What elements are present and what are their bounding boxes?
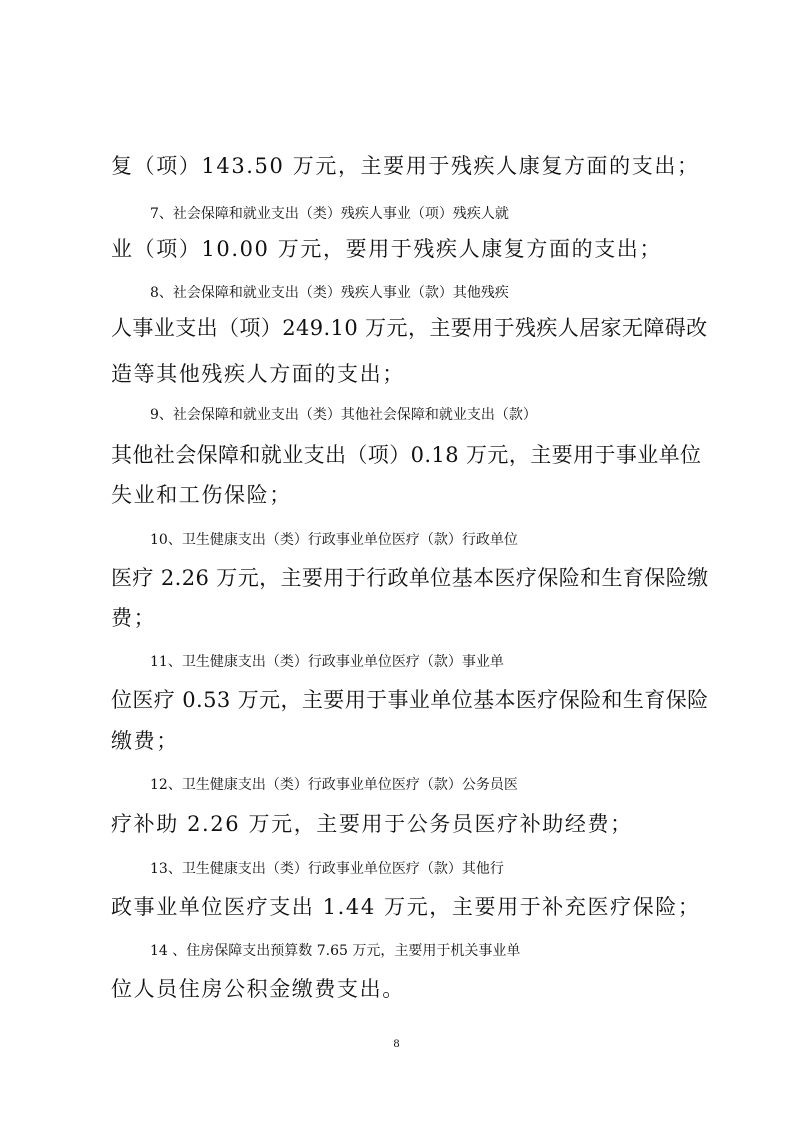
text-line: 11、卫生健康支出（类）行政事业单位医疗（款）事业单 xyxy=(150,654,504,670)
text-line: 政事业单位医疗支出 1.44 万元，主要用于补充医疗保险； xyxy=(111,895,701,919)
text-line: 8、社会保障和就业支出（类）残疾人事业（款）其他残疾 xyxy=(150,285,509,301)
text-line: 失业和工伤保险； xyxy=(111,483,292,507)
text-line: 位人员住房公积金缴费支出。 xyxy=(111,977,405,1001)
text-line: 13、卫生健康支出（类）行政事业单位医疗（款）其他行 xyxy=(150,861,504,877)
text-line: 位医疗 0.53 万元，主要用于事业单位基本医疗保险和生育保险 xyxy=(111,688,709,712)
text-line: 缴费； xyxy=(111,729,179,753)
text-line: 费； xyxy=(111,606,157,630)
text-line: 疗补助 2.26 万元，主要用于公务员医疗补助经费； xyxy=(111,812,633,836)
text-line: 其他社会保障和就业支出（项）0.18 万元，主要用于事业单位 xyxy=(111,443,702,467)
text-line: 12、卫生健康支出（类）行政事业单位医疗（款）公务员医 xyxy=(150,777,518,793)
text-line: 10、卫生健康支出（类）行政事业单位医疗（款）行政单位 xyxy=(150,532,518,548)
text-line: 14 、住房保障支出预算数 7.65 万元，主要用于机关事业单 xyxy=(150,943,521,959)
text-line: 造等其他残疾人方面的支出； xyxy=(111,362,405,386)
text-line: 7、社会保障和就业支出（类）残疾人事业（项）残疾人就 xyxy=(150,206,509,222)
text-line: 医疗 2.26 万元，主要用于行政单位基本医疗保险和生育保险缴 xyxy=(111,566,709,590)
text-line: 人事业支出（项）249.10 万元，主要用于残疾人居家无障碍改 xyxy=(111,316,708,340)
text-line: 9、社会保障和就业支出（类）其他社会保障和就业支出（款） xyxy=(150,407,537,423)
page-number: 8 xyxy=(393,1036,400,1050)
text-line: 复（项）143.50 万元，主要用于残疾人康复方面的支出； xyxy=(111,154,700,178)
text-line: 业（项）10.00 万元，要用于残疾人康复方面的支出； xyxy=(111,237,662,261)
